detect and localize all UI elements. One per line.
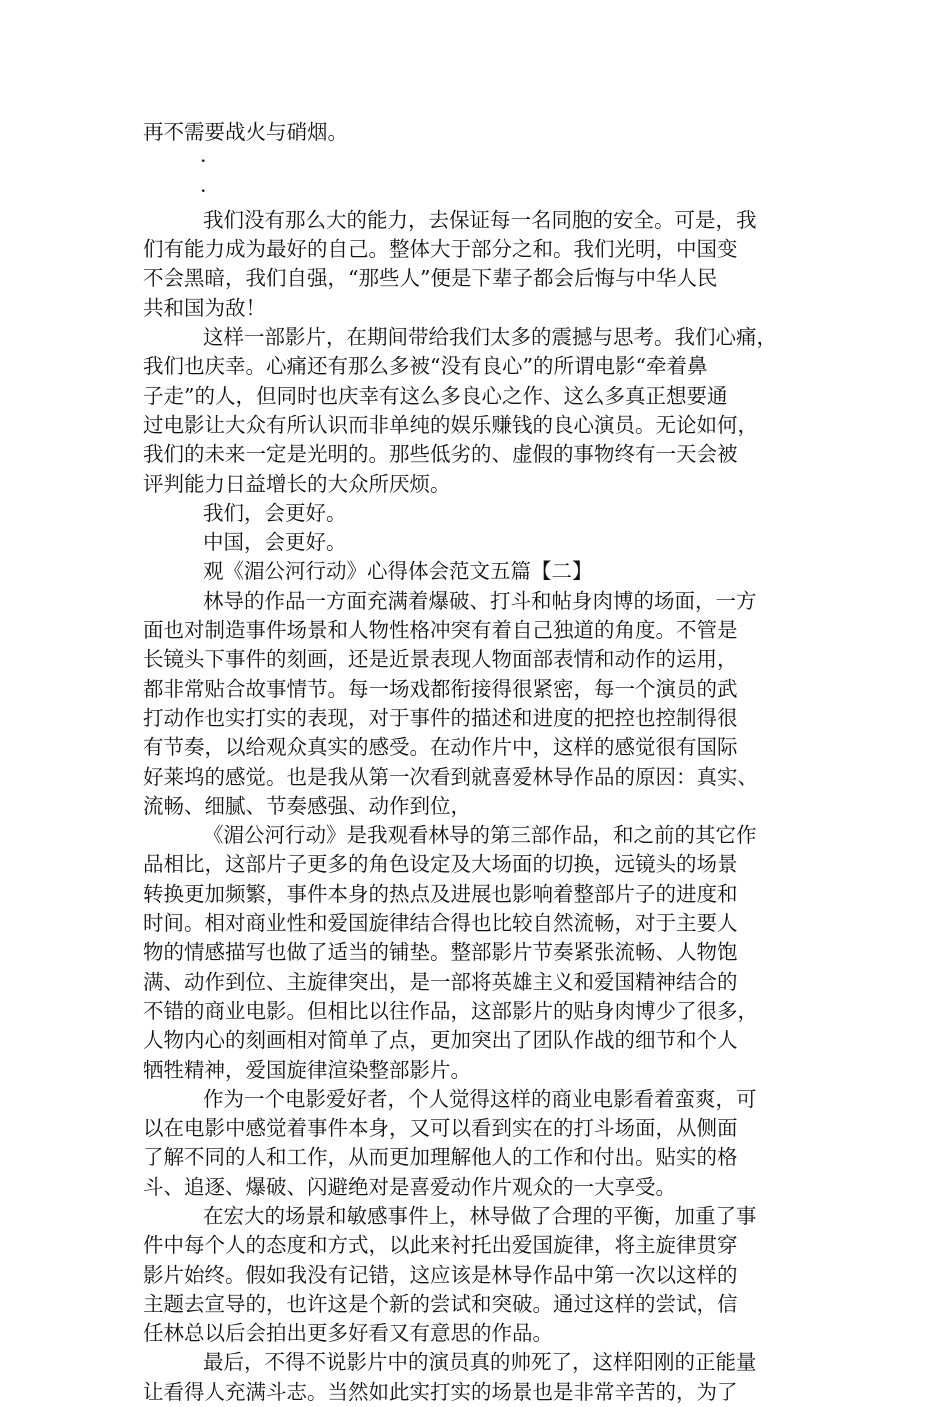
text-line: 在宏大的场景和敏感事件上，林导做了合理的平衡，加重了事 bbox=[203, 1203, 757, 1228]
text-line: 再不需要战火与硝烟。 bbox=[143, 120, 348, 144]
text-line: 子走”的人，但同时也庆幸有这么多良心之作、这么多真正想要通 bbox=[143, 383, 728, 408]
text-line: 不错的商业电影。但相比以往作品，这部影片的贴身肉博少了很多， bbox=[143, 998, 758, 1023]
text-line: 满、动作到位、主旋律突出，是一部将英雄主义和爱国精神结合的 bbox=[143, 969, 738, 994]
text-line: 过电影让大众有所认识而非单纯的娱乐赚钱的良心演员。无论如何， bbox=[143, 412, 758, 437]
document-body bbox=[143, 118, 823, 1407]
text-line: 我们，会更好。 bbox=[203, 500, 347, 525]
text-line: 们有能力成为最好的自己。整体大于部分之和。我们光明，中国变 bbox=[143, 237, 738, 262]
text-line: 好莱坞的感觉。也是我从第一次看到就喜爱林导作品的原因：真实、 bbox=[143, 764, 758, 789]
text-line: 影片始终。假如我没有记错，这应该是林导作品中第一次以这样的 bbox=[143, 1262, 738, 1287]
text-line: 主题去宣导的，也许这是个新的尝试和突破。通过这样的尝试，信 bbox=[143, 1291, 738, 1316]
text-line: 任林总以后会拍出更多好看又有意思的作品。 bbox=[143, 1321, 553, 1346]
text-line: 长镜头下事件的刻画，还是近景表现人物面部表情和动作的运用， bbox=[143, 647, 738, 672]
text-line: 面也对制造事件场景和人物性格冲突有着自己独道的角度。不管是 bbox=[143, 618, 738, 643]
text-line: 《湄公河行动》是我观看林导的第三部作品，和之前的其它作 bbox=[203, 823, 757, 848]
text-line: 我们的未来一定是光明的。那些低劣的、虚假的事物终有一天会被 bbox=[143, 442, 738, 467]
text-line: 有节奏，以给观众真实的感受。在动作片中，这样的感觉很有国际 bbox=[143, 735, 738, 760]
text-line: 中国，会更好。 bbox=[203, 530, 347, 555]
text-line: 评判能力日益增长的大众所厌烦。 bbox=[143, 471, 451, 496]
text-line: 不会黑暗，我们自强，“那些人”便是下辈子都会后悔与中华人民 bbox=[143, 266, 718, 291]
text-line: 了解不同的人和工作，从而更加理解他人的工作和付出。贴实的格 bbox=[143, 1145, 738, 1170]
text-line: 我们也庆幸。心痛还有那么多被“没有良心”的所谓电影“牵着鼻 bbox=[143, 354, 708, 379]
text-line: 牺牲精神，爱国旋律渲染整部影片。 bbox=[143, 1057, 471, 1082]
text-line: 流畅、细腻、节奏感强、动作到位， bbox=[143, 793, 471, 818]
text-line: 斗、追逐、爆破、闪避绝对是喜爱动作片观众的一大享受。 bbox=[143, 1174, 676, 1199]
text-line: 品相比，这部片子更多的角色设定及大场面的切换，远镜头的场景 bbox=[143, 852, 738, 877]
text-line: 观《湄公河行动》心得体会范文五篇【二】 bbox=[203, 559, 593, 584]
text-line: 都非常贴合故事情节。每一场戏都衔接得很紧密，每一个演员的武 bbox=[143, 676, 738, 701]
text-line: 以在电影中感觉着事件本身，又可以看到实在的打斗场面，从侧面 bbox=[143, 1116, 738, 1141]
text-line: 打动作也实打实的表现，对于事件的描述和进度的把控也控制得很 bbox=[143, 705, 738, 730]
text-line: 共和国为敌！ bbox=[143, 295, 266, 320]
text-line: 林导的作品一方面充满着爆破、打斗和帖身肉博的场面，一方 bbox=[203, 588, 757, 613]
separator-dot: · bbox=[200, 178, 207, 203]
text-line: 作为一个电影爱好者，个人觉得这样的商业电影看着蛮爽，可 bbox=[203, 1086, 757, 1111]
separator-dot: · bbox=[200, 149, 207, 174]
text-line: 时间。相对商业性和爱国旋律结合得也比较自然流畅，对于主要人 bbox=[143, 911, 738, 936]
text-line: 最后，不得不说影片中的演员真的帅死了，这样阳刚的正能量 bbox=[203, 1350, 757, 1375]
text-line: 人物内心的刻画相对简单了点，更加突出了团队作战的细节和个人 bbox=[143, 1028, 738, 1053]
text-line: 我们没有那么大的能力，去保证每一名同胞的安全。可是，我 bbox=[203, 207, 757, 232]
text-line: 件中每个人的态度和方式，以此来衬托出爱国旋律，将主旋律贯穿 bbox=[143, 1233, 738, 1258]
text-line: 让看得人充满斗志。当然如此实打实的场景也是非常辛苦的，为了 bbox=[143, 1379, 738, 1404]
text-line: 转换更加频繁，事件本身的热点及进展也影响着整部片子的进度和 bbox=[143, 881, 738, 906]
text-line: 物的情感描写也做了适当的铺垫。整部影片节奏紧张流畅、人物饱 bbox=[143, 940, 738, 965]
text-line: 这样一部影片，在期间带给我们太多的震撼与思考。我们心痛， bbox=[203, 325, 777, 350]
